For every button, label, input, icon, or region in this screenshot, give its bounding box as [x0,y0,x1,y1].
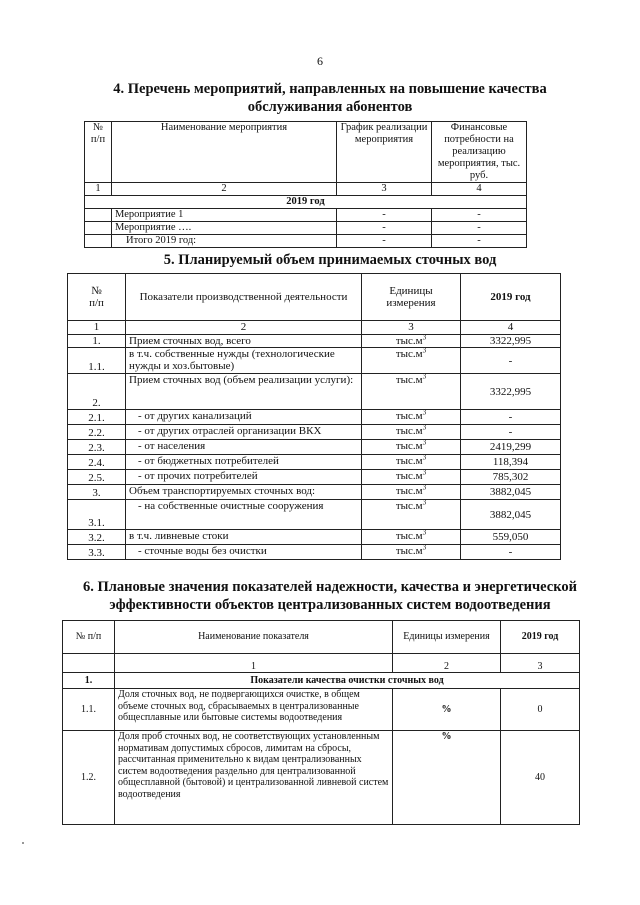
row-value: - [461,410,561,425]
unit-base: тыс.м [395,485,423,497]
row-value: 118,394 [461,455,561,470]
section4-title-line2: обслуживания абонентов [247,99,413,115]
table-row [68,545,561,560]
section6-title-line2: эффективности объектов централизованных систем водоотведения [109,597,551,613]
row-num: 2.3. [68,440,126,455]
row-num: 2.4. [68,455,126,470]
row-value: - [461,545,561,560]
unit-base: тыс.м [395,410,423,422]
header-indicator: Показатели производственной деятельности [126,274,362,321]
col-number: 1 [85,183,112,196]
row-value: 785,302 [461,470,561,485]
unit-exponent: 3 [422,334,427,342]
page-number: 6 [317,54,323,68]
header-year: 2019 год [461,274,561,321]
unit-base: тыс.м [395,545,423,557]
row-value: 559,050 [461,530,561,545]
col-number: 2 [393,654,501,673]
activity-finance: - [432,209,527,222]
year-row: 2019 год [85,196,527,209]
table-row [68,335,561,348]
table-row [68,485,561,500]
unit-base: тыс.м [395,530,423,542]
indicator-value: 0 [501,689,580,731]
unit-exponent: 3 [422,439,427,447]
row-unit [362,470,461,485]
header-num [68,274,126,321]
header-year: 2019 год [501,621,580,654]
unit-exponent: 3 [422,454,427,462]
indicator-num: 1.2. [63,731,115,825]
unit-exponent: 3 [422,469,427,477]
row-value: - [461,425,561,440]
activity-name: Мероприятие …. [112,222,337,235]
row-unit [362,348,461,374]
unit-exponent: 3 [422,409,427,417]
row-indicator: - от других отраслей организации ВКХ [126,425,362,440]
unit-exponent: 3 [422,373,427,381]
table-row [63,731,580,825]
col-number: 3 [501,654,580,673]
table-row [68,500,561,530]
indicator-unit: % [393,731,501,825]
activities-table [84,121,527,248]
header-num-line1: № [91,285,102,297]
unit-base: тыс.м [395,440,423,452]
header-unit: Единицы измерения [393,621,501,654]
row-unit [362,545,461,560]
section4-title-line1: 4. Перечень мероприятий, направленных на повышение качества [113,81,547,97]
table-row [68,410,561,425]
row-unit [362,500,461,530]
unit-base: тыс.м [395,374,423,386]
activity-schedule: - [337,235,432,248]
table-row [85,222,527,235]
row-value: - [461,348,561,374]
indicator-num: 1.1. [63,689,115,731]
header-num-line2: п/п [90,134,106,145]
header-num [85,122,112,183]
row-indicator: - от прочих потребителей [126,470,362,485]
header-schedule: График реализации мероприятия [337,122,432,183]
unit-exponent: 3 [422,544,427,552]
activity-schedule: - [337,209,432,222]
col-number: 4 [432,183,527,196]
indicator-name: Доля сточных вод, не подвергающихся очистке, в общем объеме сточных вод, сбрасываемых в централизованные общесплавные или бытовые системы водоотведения [115,689,393,731]
table-row [85,209,527,222]
row-unit [362,455,461,470]
col-number: 2 [112,183,337,196]
row-num: 1. [68,335,126,348]
row-indicator: - на собственные очистные сооружения [126,500,362,530]
unit-exponent: 3 [422,484,427,492]
header-num-line1: № [92,122,104,133]
col-number: 3 [337,183,432,196]
table-row [68,470,561,485]
row-num: 2.5. [68,470,126,485]
group-num: 1. [63,673,115,689]
indicators-table [62,620,580,825]
indicator-unit: % [393,689,501,731]
row-unit [362,410,461,425]
table-row [85,235,527,248]
wastewater-volume-table [67,273,561,560]
activity-total: Итого 2019 год: [112,235,337,248]
activity-finance: - [432,235,527,248]
unit-exponent: 3 [422,499,427,507]
row-unit [362,374,461,410]
col-number: 1 [115,654,393,673]
col-number: 1 [68,321,126,335]
activity-name: Мероприятие 1 [112,209,337,222]
table-row [63,689,580,731]
unit-exponent: 3 [422,529,427,537]
volume-rows [68,335,561,560]
col-number: 3 [362,321,461,335]
row-value: 3322,995 [461,335,561,348]
table-row [68,374,561,410]
unit-base: тыс.м [395,335,423,347]
unit-exponent: 3 [422,424,427,432]
header-activity-name: Наименование мероприятия [112,122,337,183]
row-indicator: Прием сточных вод (объем реализации услуги): [126,374,362,410]
row-indicator: в т.ч. ливневые стоки [126,530,362,545]
scan-speck [22,842,24,844]
header-num: № п/п [63,621,115,654]
table-row [68,348,561,374]
row-value: 3882,045 [461,500,561,530]
indicator-value: 40 [501,731,580,825]
unit-base: тыс.м [395,425,423,437]
table-row [68,530,561,545]
indicator-name: Доля проб сточных вод, не соответствующих установленным нормативам допустимых сбросов, лимитам на сбросы, рассчитанная применительно к видам централизованных систем водоотведения раздельно для централизованной общесплавной (бытовой) и централизованной ливневой систем водоотведения [115,731,393,825]
row-indicator: - от других канализаций [126,410,362,425]
row-unit [362,335,461,348]
row-num: 3. [68,485,126,500]
row-num: 2.2. [68,425,126,440]
row-indicator: Прием сточных вод, всего [126,335,362,348]
table-row [68,455,561,470]
row-num: 3.3. [68,545,126,560]
unit-exponent: 3 [422,347,427,355]
header-num-line2: п/п [89,297,104,309]
row-unit [362,440,461,455]
col-number: 4 [461,321,561,335]
unit-base: тыс.м [395,500,423,512]
row-unit [362,530,461,545]
row-value: 2419,299 [461,440,561,455]
table-row [68,425,561,440]
table-row [68,440,561,455]
col-number: 2 [126,321,362,335]
row-num: 1.1. [68,348,126,374]
unit-base: тыс.м [395,470,423,482]
activity-finance: - [432,222,527,235]
activity-schedule: - [337,222,432,235]
row-indicator: - сточные воды без очистки [126,545,362,560]
row-indicator: - от населения [126,440,362,455]
row-indicator: в т.ч. собственные нужды (технологические нужды и хоз.бытовые) [126,348,362,374]
unit-base: тыс.м [395,455,423,467]
section5-title: 5. Планируемый объем принимаемых сточных вод [163,252,497,268]
header-unit: Единицы измерения [362,274,461,321]
row-unit [362,425,461,440]
group-title: Показатели качества очистки сточных вод [115,673,580,689]
row-num: 3.2. [68,530,126,545]
row-value: 3322,995 [461,374,561,410]
row-num: 2. [68,374,126,410]
section6-title-line1: 6. Плановые значения показателей надежности, качества и энергетической [83,579,577,595]
header-finance: Финансовые потребности на реализацию мероприятия, тыс. руб. [432,122,527,183]
row-num: 3.1. [68,500,126,530]
row-num: 2.1. [68,410,126,425]
row-indicator: - от бюджетных потребителей [126,455,362,470]
row-unit [362,485,461,500]
section4-title [60,80,600,116]
row-value: 3882,045 [461,485,561,500]
row-indicator: Объем транспортируемых сточных вод: [126,485,362,500]
unit-base: тыс.м [395,348,423,360]
section6-title [40,578,620,614]
header-indicator-name: Наименование показателя [115,621,393,654]
